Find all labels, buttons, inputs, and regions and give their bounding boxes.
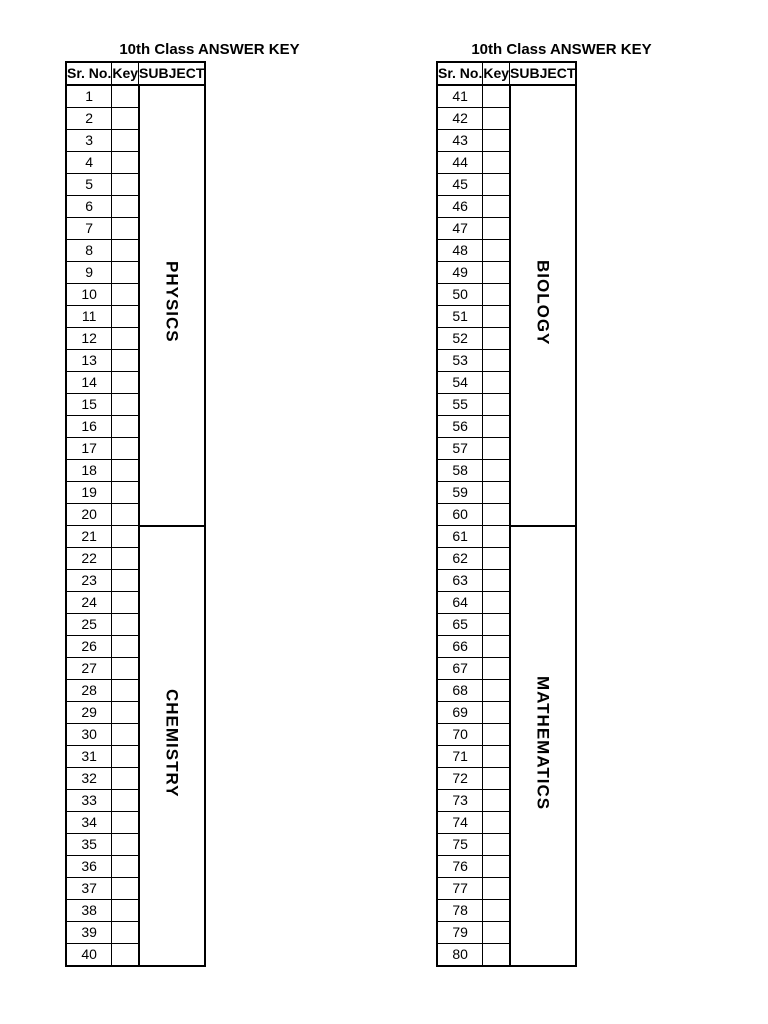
subject-label: MATHEMATICS — [533, 675, 553, 810]
key-header: Key — [483, 62, 510, 85]
answer-key-cell[interactable] — [483, 724, 510, 746]
answer-key-cell[interactable] — [483, 328, 510, 350]
answer-key-cell[interactable] — [483, 900, 510, 922]
question-number: 32 — [66, 768, 112, 790]
question-number: 49 — [437, 262, 483, 284]
answer-key-cell[interactable] — [112, 790, 139, 812]
answer-key-cell[interactable] — [483, 460, 510, 482]
question-number: 68 — [437, 680, 483, 702]
question-number: 55 — [437, 394, 483, 416]
question-number: 42 — [437, 108, 483, 130]
answer-key-cell[interactable] — [112, 372, 139, 394]
question-number: 50 — [437, 284, 483, 306]
answer-key-cell[interactable] — [112, 196, 139, 218]
table-row — [437, 526, 576, 548]
question-number: 34 — [66, 812, 112, 834]
question-number: 26 — [66, 636, 112, 658]
answer-key-cell[interactable] — [483, 108, 510, 130]
question-number: 29 — [66, 702, 112, 724]
header-row — [66, 62, 205, 85]
answer-key-cell[interactable] — [112, 482, 139, 504]
subject-label: PHYSICS — [162, 261, 182, 344]
question-number: 1 — [66, 85, 112, 108]
question-number: 7 — [66, 218, 112, 240]
table-row — [437, 85, 576, 108]
answer-key-cell[interactable] — [483, 790, 510, 812]
question-number: 76 — [437, 856, 483, 878]
subject-label: BIOLOGY — [533, 259, 553, 345]
question-number: 37 — [66, 878, 112, 900]
answer-key-cell[interactable] — [112, 702, 139, 724]
question-number: 64 — [437, 592, 483, 614]
answer-key-cell[interactable] — [112, 284, 139, 306]
sheet-title: 10th Class ANSWER KEY — [119, 41, 300, 58]
question-number: 77 — [437, 878, 483, 900]
question-number: 12 — [66, 328, 112, 350]
answer-key-cell[interactable] — [483, 834, 510, 856]
answer-key-cell[interactable] — [483, 922, 510, 944]
question-number: 67 — [437, 658, 483, 680]
question-number: 63 — [437, 570, 483, 592]
question-number: 79 — [437, 922, 483, 944]
answer-key-cell[interactable] — [483, 614, 510, 636]
answer-key-cell[interactable] — [483, 548, 510, 570]
answer-key-cell[interactable] — [112, 746, 139, 768]
subject-cell — [139, 85, 206, 526]
answer-key-cell[interactable] — [112, 85, 139, 108]
answer-key-cell[interactable] — [483, 636, 510, 658]
question-number: 74 — [437, 812, 483, 834]
question-number: 40 — [66, 944, 112, 967]
subject-cell — [510, 526, 577, 967]
answer-key-cell[interactable] — [112, 592, 139, 614]
question-number: 6 — [66, 196, 112, 218]
question-number: 3 — [66, 130, 112, 152]
question-number: 10 — [66, 284, 112, 306]
question-number: 60 — [437, 504, 483, 526]
question-number: 30 — [66, 724, 112, 746]
answer-key-cell[interactable] — [112, 174, 139, 196]
question-number: 24 — [66, 592, 112, 614]
answer-key-cell[interactable] — [112, 636, 139, 658]
answer-key-cell[interactable] — [112, 328, 139, 350]
question-number: 47 — [437, 218, 483, 240]
key-header: Key — [112, 62, 139, 85]
question-number: 11 — [66, 306, 112, 328]
answer-key-cell[interactable] — [483, 768, 510, 790]
answer-key-cell[interactable] — [483, 438, 510, 460]
question-number: 35 — [66, 834, 112, 856]
question-number: 43 — [437, 130, 483, 152]
question-number: 75 — [437, 834, 483, 856]
question-number: 15 — [66, 394, 112, 416]
answer-key-cell[interactable] — [112, 548, 139, 570]
answer-key-cell[interactable] — [483, 680, 510, 702]
question-number: 70 — [437, 724, 483, 746]
question-number: 57 — [437, 438, 483, 460]
answer-key-cell[interactable] — [112, 614, 139, 636]
answer-key-cell[interactable] — [112, 152, 139, 174]
question-number: 4 — [66, 152, 112, 174]
question-number: 66 — [437, 636, 483, 658]
table-row — [66, 526, 205, 548]
answer-key-cell[interactable] — [483, 658, 510, 680]
question-number: 23 — [66, 570, 112, 592]
answer-key-cell[interactable] — [483, 130, 510, 152]
question-number: 19 — [66, 482, 112, 504]
answer-key-cell[interactable] — [112, 856, 139, 878]
answer-key-cell[interactable] — [112, 658, 139, 680]
answer-key-cell[interactable] — [483, 878, 510, 900]
question-number: 56 — [437, 416, 483, 438]
answer-key-cell[interactable] — [112, 878, 139, 900]
question-number: 18 — [66, 460, 112, 482]
question-number: 62 — [437, 548, 483, 570]
answer-key-cell[interactable] — [483, 944, 510, 967]
answer-key-cell[interactable] — [483, 350, 510, 372]
answer-key-cell[interactable] — [112, 526, 139, 548]
question-number: 39 — [66, 922, 112, 944]
question-number: 5 — [66, 174, 112, 196]
question-number: 21 — [66, 526, 112, 548]
question-number: 17 — [66, 438, 112, 460]
answer-key-cell[interactable] — [112, 218, 139, 240]
question-number: 44 — [437, 152, 483, 174]
question-number: 71 — [437, 746, 483, 768]
answer-key-cell[interactable] — [112, 812, 139, 834]
answer-key-cell[interactable] — [483, 218, 510, 240]
answer-key-cell[interactable] — [112, 262, 139, 284]
answer-key-cell[interactable] — [483, 856, 510, 878]
question-number: 13 — [66, 350, 112, 372]
subject-cell — [510, 85, 577, 526]
question-number: 51 — [437, 306, 483, 328]
answer-key-cell[interactable] — [112, 108, 139, 130]
answer-key-cell[interactable] — [483, 394, 510, 416]
question-number: 33 — [66, 790, 112, 812]
question-number: 8 — [66, 240, 112, 262]
question-number: 41 — [437, 85, 483, 108]
question-number: 27 — [66, 658, 112, 680]
answer-key-cell[interactable] — [483, 812, 510, 834]
question-number: 80 — [437, 944, 483, 967]
answer-key-cell[interactable] — [483, 592, 510, 614]
question-number: 31 — [66, 746, 112, 768]
question-number: 2 — [66, 108, 112, 130]
subject-cell — [139, 526, 206, 967]
answer-key-cell[interactable] — [483, 372, 510, 394]
answer-key-cell[interactable] — [112, 680, 139, 702]
question-number: 25 — [66, 614, 112, 636]
sr-no-header: Sr. No. — [437, 62, 483, 85]
answer-key-cell[interactable] — [112, 460, 139, 482]
answer-key-cell[interactable] — [483, 262, 510, 284]
question-number: 38 — [66, 900, 112, 922]
table-row — [66, 85, 205, 108]
answer-key-cell[interactable] — [483, 570, 510, 592]
answer-key-cell[interactable] — [483, 416, 510, 438]
answer-key-cell[interactable] — [112, 922, 139, 944]
answer-key-cell[interactable] — [483, 746, 510, 768]
answer-key-cell[interactable] — [483, 306, 510, 328]
question-number: 48 — [437, 240, 483, 262]
answer-key-cell[interactable] — [112, 438, 139, 460]
question-number: 58 — [437, 460, 483, 482]
answer-key-cell[interactable] — [112, 130, 139, 152]
subject-header: SUBJECT — [139, 62, 206, 85]
question-number: 61 — [437, 526, 483, 548]
question-number: 46 — [437, 196, 483, 218]
question-number: 69 — [437, 702, 483, 724]
answer-key-cell[interactable] — [112, 768, 139, 790]
answer-key-cell[interactable] — [483, 284, 510, 306]
question-number: 78 — [437, 900, 483, 922]
question-number: 54 — [437, 372, 483, 394]
answer-key-cell[interactable] — [112, 504, 139, 526]
answer-key-cell[interactable] — [112, 350, 139, 372]
question-number: 16 — [66, 416, 112, 438]
question-number: 72 — [437, 768, 483, 790]
answer-key-cell[interactable] — [112, 724, 139, 746]
subject-label: CHEMISTRY — [162, 688, 182, 797]
question-number: 20 — [66, 504, 112, 526]
answer-key-cell[interactable] — [112, 834, 139, 856]
answer-key-table — [436, 61, 577, 967]
question-number: 59 — [437, 482, 483, 504]
answer-key-table — [65, 61, 206, 967]
question-number: 9 — [66, 262, 112, 284]
answer-key-cell[interactable] — [483, 482, 510, 504]
question-number: 65 — [437, 614, 483, 636]
answer-key-cell[interactable] — [483, 196, 510, 218]
question-number: 73 — [437, 790, 483, 812]
question-number: 14 — [66, 372, 112, 394]
subject-header: SUBJECT — [510, 62, 577, 85]
answer-key-cell[interactable] — [112, 416, 139, 438]
question-number: 22 — [66, 548, 112, 570]
answer-key-cell[interactable] — [483, 504, 510, 526]
answer-key-cell[interactable] — [112, 944, 139, 967]
question-number: 53 — [437, 350, 483, 372]
answer-key-cell[interactable] — [483, 702, 510, 724]
sr-no-header: Sr. No. — [66, 62, 112, 85]
sheet-title: 10th Class ANSWER KEY — [471, 41, 652, 58]
answer-key-cell[interactable] — [112, 240, 139, 262]
answer-key-cell[interactable] — [483, 240, 510, 262]
answer-key-cell[interactable] — [112, 306, 139, 328]
question-number: 45 — [437, 174, 483, 196]
answer-key-cell[interactable] — [483, 152, 510, 174]
question-number: 28 — [66, 680, 112, 702]
answer-key-cell[interactable] — [112, 570, 139, 592]
answer-key-cell[interactable] — [112, 900, 139, 922]
question-number: 52 — [437, 328, 483, 350]
answer-key-cell[interactable] — [112, 394, 139, 416]
answer-key-cell[interactable] — [483, 174, 510, 196]
question-number: 36 — [66, 856, 112, 878]
answer-key-cell[interactable] — [483, 85, 510, 108]
answer-key-cell[interactable] — [483, 526, 510, 548]
header-row — [437, 62, 576, 85]
